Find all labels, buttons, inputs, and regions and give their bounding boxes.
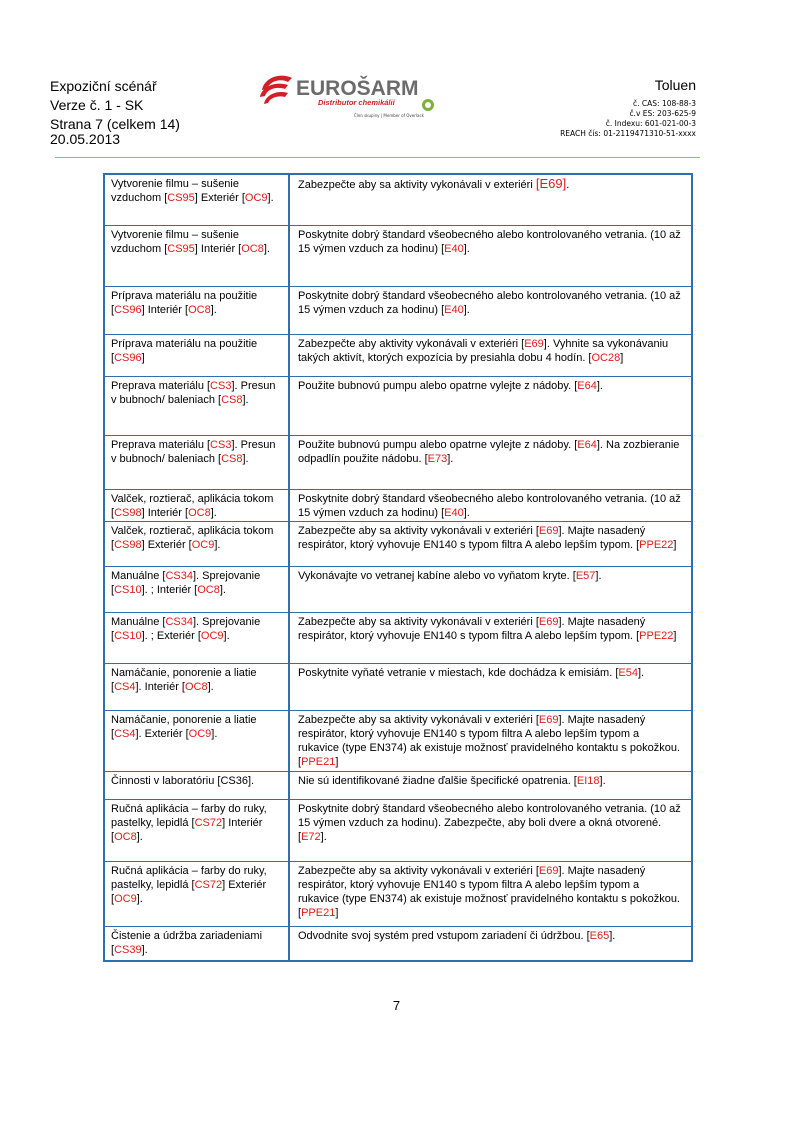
cell-text: Odvodnite svoj systém pred vstupom zariadení či údržbou. [ bbox=[298, 930, 590, 942]
cell-text: ]. bbox=[463, 507, 470, 519]
cell-text: ] Interiér [ bbox=[141, 507, 189, 519]
reference-code: E64 bbox=[577, 439, 597, 451]
table-row bbox=[105, 521, 691, 566]
cell-text: Poskytnite dobrý štandard všeobecného alebo kontrolovaného vetrania. (10 až 15 výmen vzduch za hodinu). Zabezpečte, aby boli dvere a okná otvorené. [ bbox=[298, 803, 681, 843]
table-row bbox=[105, 771, 691, 799]
reference-code: E40 bbox=[444, 304, 464, 316]
cell-text: Nie sú identifikované žiadne ďalšie špecifické opatrenia. [ bbox=[298, 775, 577, 787]
cell-text: ]. bbox=[609, 930, 616, 942]
table-row bbox=[105, 225, 691, 286]
cell-text: ]. Majte nasadený respirátor, ktorý vyhovuje EN140 s typom filtra A alebo lepším typom a rukavice (type EN374) ak existuje možnosť pravidelného kontaktu s pokožkou. [ bbox=[298, 714, 680, 768]
cell-text: ] Exteriér [ bbox=[111, 879, 267, 905]
reference-code: OC8 bbox=[114, 831, 137, 843]
cell-text: Použite bubnovú pumpu alebo opatrne vylejte z nádoby. [ bbox=[298, 380, 578, 392]
cell-text: ]. bbox=[267, 192, 274, 204]
cell-text: ]. bbox=[210, 304, 217, 316]
reference-code: PPE21 bbox=[301, 907, 336, 919]
activity-cell bbox=[105, 927, 290, 962]
table-row bbox=[105, 861, 691, 926]
cell-text: ]. bbox=[141, 944, 148, 956]
cell-text: Valček, roztierač, aplikácia tokom [ bbox=[111, 525, 274, 551]
table-row bbox=[105, 435, 691, 489]
reference-code: CS3 bbox=[210, 380, 232, 392]
substance-info bbox=[560, 77, 696, 139]
measure-cell bbox=[290, 287, 691, 334]
reference-code: E73 bbox=[427, 453, 448, 465]
reference-code: E40 bbox=[444, 507, 464, 519]
cell-text: ]. bbox=[136, 893, 143, 905]
cell-text: ]. Sprejovanie [ bbox=[111, 570, 261, 596]
cell-text: ]. Interiér [ bbox=[135, 681, 185, 693]
reference-code: PPE22 bbox=[639, 630, 674, 642]
activity-cell bbox=[105, 567, 290, 612]
measure-cell bbox=[290, 862, 691, 926]
cell-text: ]. bbox=[596, 380, 603, 392]
cell-text: Zabezpečte aby sa aktivity vykonávali v exteriéri [ bbox=[298, 714, 539, 726]
activity-cell bbox=[105, 800, 290, 861]
measure-cell bbox=[290, 800, 691, 861]
reference-code: OC8 bbox=[185, 681, 208, 693]
table-row bbox=[105, 799, 691, 861]
cell-text: Príprava materiálu na použitie [ bbox=[111, 290, 258, 316]
reference-code: OC8 bbox=[241, 243, 264, 255]
cell-text: ] bbox=[335, 907, 339, 919]
cell-text: Príprava materiálu na použitie [ bbox=[111, 338, 258, 364]
measure-cell bbox=[290, 711, 691, 771]
doc-date: 20.05.2013 bbox=[50, 131, 121, 147]
cell-text: ] bbox=[673, 630, 677, 642]
measure-cell bbox=[290, 522, 691, 566]
reference-code: E57 bbox=[575, 570, 596, 582]
activity-cell bbox=[105, 522, 290, 566]
cell-text: ]. bbox=[214, 539, 221, 551]
reference-code: CS95 bbox=[167, 243, 195, 255]
reference-code: CS98 bbox=[114, 507, 142, 519]
activity-cell bbox=[105, 175, 290, 225]
cell-text: ] Interiér [ bbox=[141, 304, 189, 316]
logo-wordmark: EUROŠARM bbox=[296, 77, 419, 100]
logo-swirl-icon bbox=[260, 76, 292, 104]
activity-cell bbox=[105, 772, 290, 799]
reference-code: E65 bbox=[589, 930, 610, 942]
cell-text: Použite bubnovú pumpu alebo opatrne vylejte z nádoby. [ bbox=[298, 439, 578, 451]
reference-code: CS96 bbox=[114, 352, 142, 364]
table-row bbox=[105, 286, 691, 334]
measure-cell bbox=[290, 927, 691, 962]
index-number: č. Indexu: 601-021-00-3 bbox=[605, 119, 696, 128]
reference-code: OC28 bbox=[591, 352, 621, 364]
reference-code: E54 bbox=[618, 667, 638, 679]
reference-code: E40 bbox=[444, 243, 464, 255]
cell-text: ]. Exteriér [ bbox=[135, 728, 189, 740]
cell-text: ] Exteriér [ bbox=[141, 539, 192, 551]
cell-text: ]. bbox=[242, 394, 249, 406]
cell-text: ]. Presun v bubnoch/ baleniach [ bbox=[111, 380, 276, 406]
table-row bbox=[105, 489, 691, 521]
cell-text: ]. bbox=[211, 728, 218, 740]
measure-cell bbox=[290, 567, 691, 612]
activity-cell bbox=[105, 335, 290, 376]
reference-code: OC8 bbox=[188, 304, 211, 316]
cell-text: ]. bbox=[599, 775, 606, 787]
reference-code: OC8 bbox=[188, 507, 211, 519]
cell-text: Preprava materiálu [ bbox=[111, 439, 211, 451]
measure-cell bbox=[290, 664, 691, 710]
measure-cell bbox=[290, 175, 691, 225]
cell-text: Poskytnite dobrý štandard všeobecného alebo kontrolovaného vetrania. (10 až 15 výmen vzduch za hodinu) [ bbox=[298, 290, 681, 316]
activity-cell bbox=[105, 664, 290, 710]
doc-title: Expoziční scénář bbox=[50, 78, 157, 94]
activity-cell bbox=[105, 287, 290, 334]
table-row bbox=[105, 710, 691, 771]
cell-text: Namáčanie, ponorenie a liatie [ bbox=[111, 714, 257, 740]
activity-cell bbox=[105, 490, 290, 521]
cell-text: Manuálne [ bbox=[111, 616, 166, 628]
reference-code: CS72 bbox=[194, 879, 223, 891]
cell-text: ]. bbox=[447, 453, 454, 465]
activity-cell bbox=[105, 377, 290, 435]
measure-cell bbox=[290, 226, 691, 286]
cell-text: Zabezpečte aby aktivity vykonávali v exteriéri [ bbox=[298, 338, 525, 350]
measure-cell bbox=[290, 335, 691, 376]
cell-text: ] Interiér [ bbox=[194, 243, 242, 255]
cell-text: . bbox=[566, 179, 570, 191]
cell-text: ]. bbox=[223, 630, 230, 642]
cell-text: ]. bbox=[595, 570, 602, 582]
reference-code: CS4 bbox=[114, 681, 136, 693]
doc-version: Verze č. 1 - SK bbox=[50, 97, 144, 113]
cell-text: ]. Vyhnite sa vykonávaniu takých aktivít, ktorých expozícia by presiahla dobu 4 hodín. [ bbox=[298, 338, 669, 364]
measure-cell bbox=[290, 613, 691, 663]
reference-code: CS3 bbox=[210, 439, 232, 451]
cell-text: Valček, roztierač, aplikácia tokom [ bbox=[111, 493, 274, 519]
reference-code: OC9 bbox=[244, 192, 268, 204]
cell-text: Zabezpečte aby sa aktivity vykonávali v exteriéri bbox=[298, 179, 536, 191]
cell-text: ]. bbox=[207, 681, 214, 693]
reference-code: PPE21 bbox=[301, 756, 336, 768]
cell-text: ]. Majte nasadený respirátor, ktorý vyhovuje EN140 s typom filtra A alebo lepším typom a rukavice (type EN374) ak existuje možnosť pravidelného kontaktu s pokožkou. [ bbox=[298, 865, 680, 919]
reference-code: OC8 bbox=[197, 584, 220, 596]
cell-text: Zabezpečte aby sa aktivity vykonávali v exteriéri [ bbox=[298, 525, 539, 537]
cell-text: ]. bbox=[219, 584, 226, 596]
cell-text: ]. bbox=[463, 243, 470, 255]
measure-cell bbox=[290, 436, 691, 489]
activity-cell bbox=[105, 711, 290, 771]
reference-code: CS10 bbox=[114, 584, 142, 596]
cell-text: ]. bbox=[136, 831, 143, 843]
reference-code: CS8 bbox=[221, 394, 243, 406]
reference-code: E69 bbox=[538, 616, 559, 628]
table-row bbox=[105, 612, 691, 663]
cell-text: Zabezpečte aby sa aktivity vykonávali v exteriéri [ bbox=[298, 616, 539, 628]
reference-code: CS39 bbox=[114, 944, 142, 956]
reference-code: CS72 bbox=[194, 817, 223, 829]
page-number: 7 bbox=[392, 998, 401, 1013]
table-row bbox=[105, 376, 691, 435]
cell-text: ]. ; Interiér [ bbox=[141, 584, 198, 596]
exposure-measures-table bbox=[103, 173, 693, 962]
reference-code: CS8 bbox=[221, 453, 243, 465]
cell-text: ]. Na zozbieranie odpadlín použite nádobu. [ bbox=[298, 439, 680, 465]
cell-text: ] bbox=[141, 352, 145, 364]
table-row bbox=[105, 566, 691, 612]
cell-text: Namáčanie, ponorenie a liatie [ bbox=[111, 667, 257, 693]
reference-code: CS10 bbox=[114, 630, 142, 642]
activity-cell bbox=[105, 862, 290, 926]
logo-leaf-icon bbox=[424, 101, 433, 110]
cell-text: ] bbox=[335, 756, 339, 768]
cell-text: ]. bbox=[320, 831, 327, 843]
measure-cell bbox=[290, 377, 691, 435]
header-meta bbox=[50, 77, 180, 134]
reference-code: PPE22 bbox=[639, 539, 674, 551]
cell-text: Ručná aplikácia – farby do ruky, pastelky, lepidlá [ bbox=[111, 803, 267, 829]
reference-code: OC9 bbox=[200, 630, 224, 642]
cell-text: ]. bbox=[263, 243, 270, 255]
cell-text: Vytvorenie filmu – sušenie vzduchom [ bbox=[111, 229, 239, 255]
cell-text: Vytvorenie filmu – sušenie vzduchom [ bbox=[111, 178, 239, 204]
cell-text: Preprava materiálu [ bbox=[111, 380, 211, 392]
cas-number: č. CAS: 108-88-3 bbox=[633, 99, 696, 108]
cell-text: ] Interiér [ bbox=[111, 817, 263, 843]
activity-cell bbox=[105, 226, 290, 286]
cell-text: Vykonávajte vo vetranej kabíne alebo vo vyňatom kryte. [ bbox=[298, 570, 576, 582]
cell-text: Poskytnite vyňaté vetranie v miestach, kde dochádza k emisiám. [ bbox=[298, 667, 619, 679]
cell-text: Poskytnite dobrý štandard všeobecného alebo kontrolovaného vetrania. (10 až 15 výmen vzduch za hodinu) [ bbox=[298, 493, 681, 519]
reach-number: REACH čís: 01-2119471310-51-xxxx bbox=[560, 129, 696, 138]
reference-code: CS34 bbox=[165, 616, 193, 628]
reference-code: OC9 bbox=[191, 539, 215, 551]
substance-name: Toluen bbox=[654, 77, 696, 93]
cell-text: Poskytnite dobrý štandard všeobecného alebo kontrolovaného vetrania. (10 až 15 výmen vzduch za hodinu) [ bbox=[298, 229, 681, 255]
cell-text: ]. bbox=[210, 507, 217, 519]
reference-code: CS34 bbox=[165, 570, 193, 582]
cell-text: Činnosti v laboratóriu [CS36]. bbox=[111, 775, 255, 787]
reference-code: OC9 bbox=[114, 893, 137, 905]
cell-text: ] Exteriér [ bbox=[194, 192, 245, 204]
measure-cell bbox=[290, 490, 691, 521]
cell-text: ]. Sprejovanie [ bbox=[111, 616, 261, 642]
table-row bbox=[105, 663, 691, 710]
cell-text: ]. ; Exteriér [ bbox=[141, 630, 201, 642]
reference-code: OC9 bbox=[188, 728, 212, 740]
table-row bbox=[105, 334, 691, 376]
reference-code: CS95 bbox=[167, 192, 195, 204]
table-row bbox=[105, 926, 691, 962]
reference-code: CS98 bbox=[114, 539, 142, 551]
page-count: Strana 7 (celkem 14) bbox=[50, 116, 180, 132]
reference-code: [E69] bbox=[535, 176, 567, 191]
cell-text: ]. bbox=[242, 453, 249, 465]
activity-cell bbox=[105, 436, 290, 489]
cell-text: ] bbox=[620, 352, 624, 364]
reference-code: E69 bbox=[538, 525, 559, 537]
cell-text: Zabezpečte aby sa aktivity vykonávali v exteriéri [ bbox=[298, 865, 539, 877]
logo-member-text: Člen skupiny | Member of Overlack bbox=[354, 113, 424, 118]
header-divider bbox=[55, 157, 700, 158]
reference-code: E69 bbox=[538, 714, 559, 726]
reference-code: E69 bbox=[538, 865, 559, 877]
cell-text: Čistenie a údržba zariadeniami [ bbox=[111, 930, 263, 956]
cell-text: ] bbox=[673, 539, 677, 551]
reference-code: EI18 bbox=[576, 775, 600, 787]
reference-code: E72 bbox=[301, 831, 321, 843]
reference-code: CS4 bbox=[114, 728, 136, 740]
reference-code: E64 bbox=[577, 380, 597, 392]
es-number: č.v ES: 203-625-9 bbox=[629, 109, 696, 118]
table-row bbox=[105, 175, 691, 225]
measure-cell bbox=[290, 772, 691, 799]
cell-text: ]. Majte nasadený respirátor, ktorý vyhovuje EN140 s typom filtra A alebo lepším typom. [ bbox=[298, 616, 646, 642]
activity-cell bbox=[105, 613, 290, 663]
cell-text: ]. Presun v bubnoch/ baleniach [ bbox=[111, 439, 276, 465]
cell-text: Manuálne [ bbox=[111, 570, 166, 582]
cell-text: ]. bbox=[637, 667, 645, 679]
cell-text: Ručná aplikácia – farby do ruky, pastelky, lepidlá [ bbox=[111, 865, 267, 891]
logo-tagline: Distributor chemikálií bbox=[318, 98, 395, 107]
eurosarm-logo bbox=[258, 70, 436, 122]
cell-text: ]. bbox=[463, 304, 470, 316]
cell-text: ]. Majte nasadený respirátor, ktorý vyhovuje EN140 s typom filtra A alebo lepším typom. [ bbox=[298, 525, 646, 551]
reference-code: E69 bbox=[524, 338, 544, 350]
reference-code: CS96 bbox=[114, 304, 142, 316]
